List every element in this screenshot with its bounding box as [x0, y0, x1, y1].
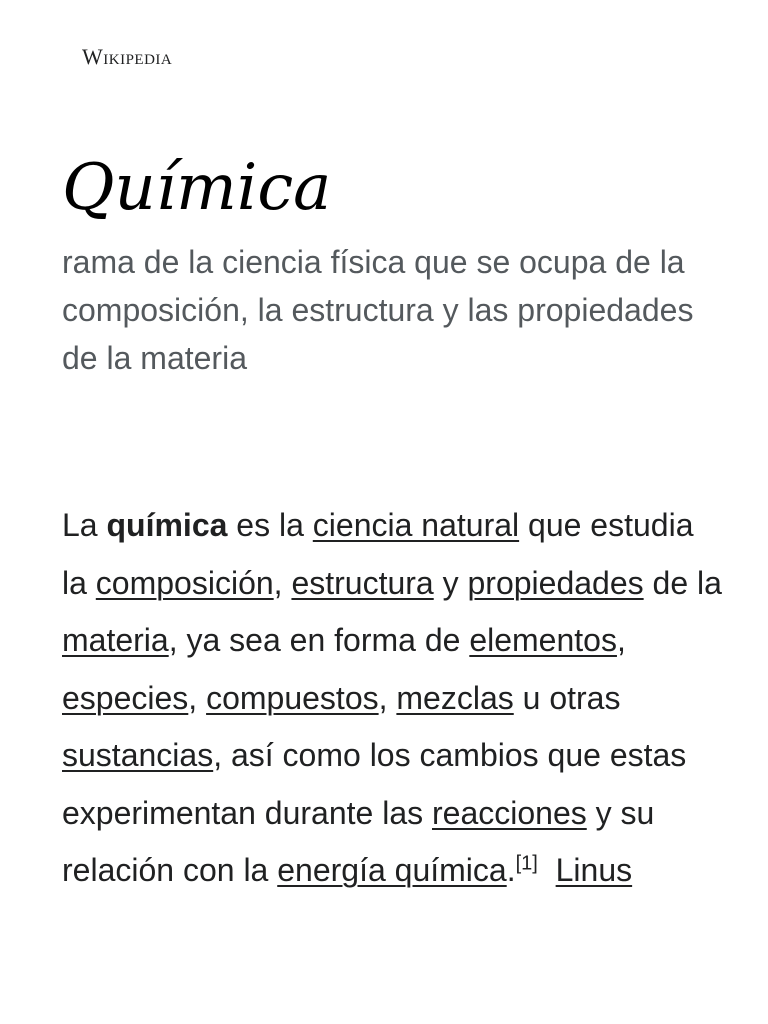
- lead-text: y su relación con la: [62, 794, 655, 888]
- page-title: Química: [62, 151, 332, 225]
- link-especies[interactable]: especies: [62, 679, 189, 716]
- link-reacciones[interactable]: reacciones: [432, 794, 587, 831]
- lead-paragraph: [62, 497, 722, 900]
- link-compuestos[interactable]: compuestos: [206, 679, 379, 716]
- link-estructura[interactable]: estructura: [291, 564, 434, 601]
- lead-text: , ya sea en forma de: [168, 622, 470, 658]
- lead-bold-term: química: [106, 507, 228, 543]
- lead-text: ,: [616, 622, 626, 658]
- lead-text: , así como los cambios que estas experimentan durante las: [62, 737, 687, 831]
- link-propiedades[interactable]: propiedades: [467, 564, 644, 601]
- link-materia[interactable]: materia: [62, 622, 169, 658]
- lead-text: ,: [273, 564, 292, 601]
- lead-text: es la: [227, 507, 313, 543]
- lead-text: que estudia la: [62, 507, 694, 601]
- lead-text: .: [506, 852, 516, 888]
- link-composicion[interactable]: composición: [95, 564, 274, 601]
- link-sustancias[interactable]: sustancias: [62, 737, 214, 773]
- lead-text: [538, 852, 556, 888]
- lead-text: ,: [378, 679, 397, 716]
- link-energia-quimica[interactable]: energía química: [277, 852, 507, 888]
- lead-text: u otras: [513, 679, 621, 716]
- page-description: rama de la ciencia física que se ocupa de la composición, la estructura y las propiedades de la materia: [62, 244, 694, 376]
- link-elementos[interactable]: elementos: [469, 622, 617, 658]
- lead-text: ,: [188, 679, 207, 716]
- link-linus[interactable]: Linus: [555, 852, 633, 888]
- lead-text: La: [62, 507, 107, 543]
- link-ciencia-natural[interactable]: ciencia natural: [312, 507, 520, 543]
- lead-text: y: [433, 564, 468, 601]
- wikipedia-wordmark[interactable]: Wikipedia: [82, 44, 173, 69]
- reference-link[interactable]: [1]: [515, 852, 538, 875]
- link-mezclas[interactable]: mezclas: [396, 679, 514, 716]
- lead-text: de la: [643, 564, 722, 601]
